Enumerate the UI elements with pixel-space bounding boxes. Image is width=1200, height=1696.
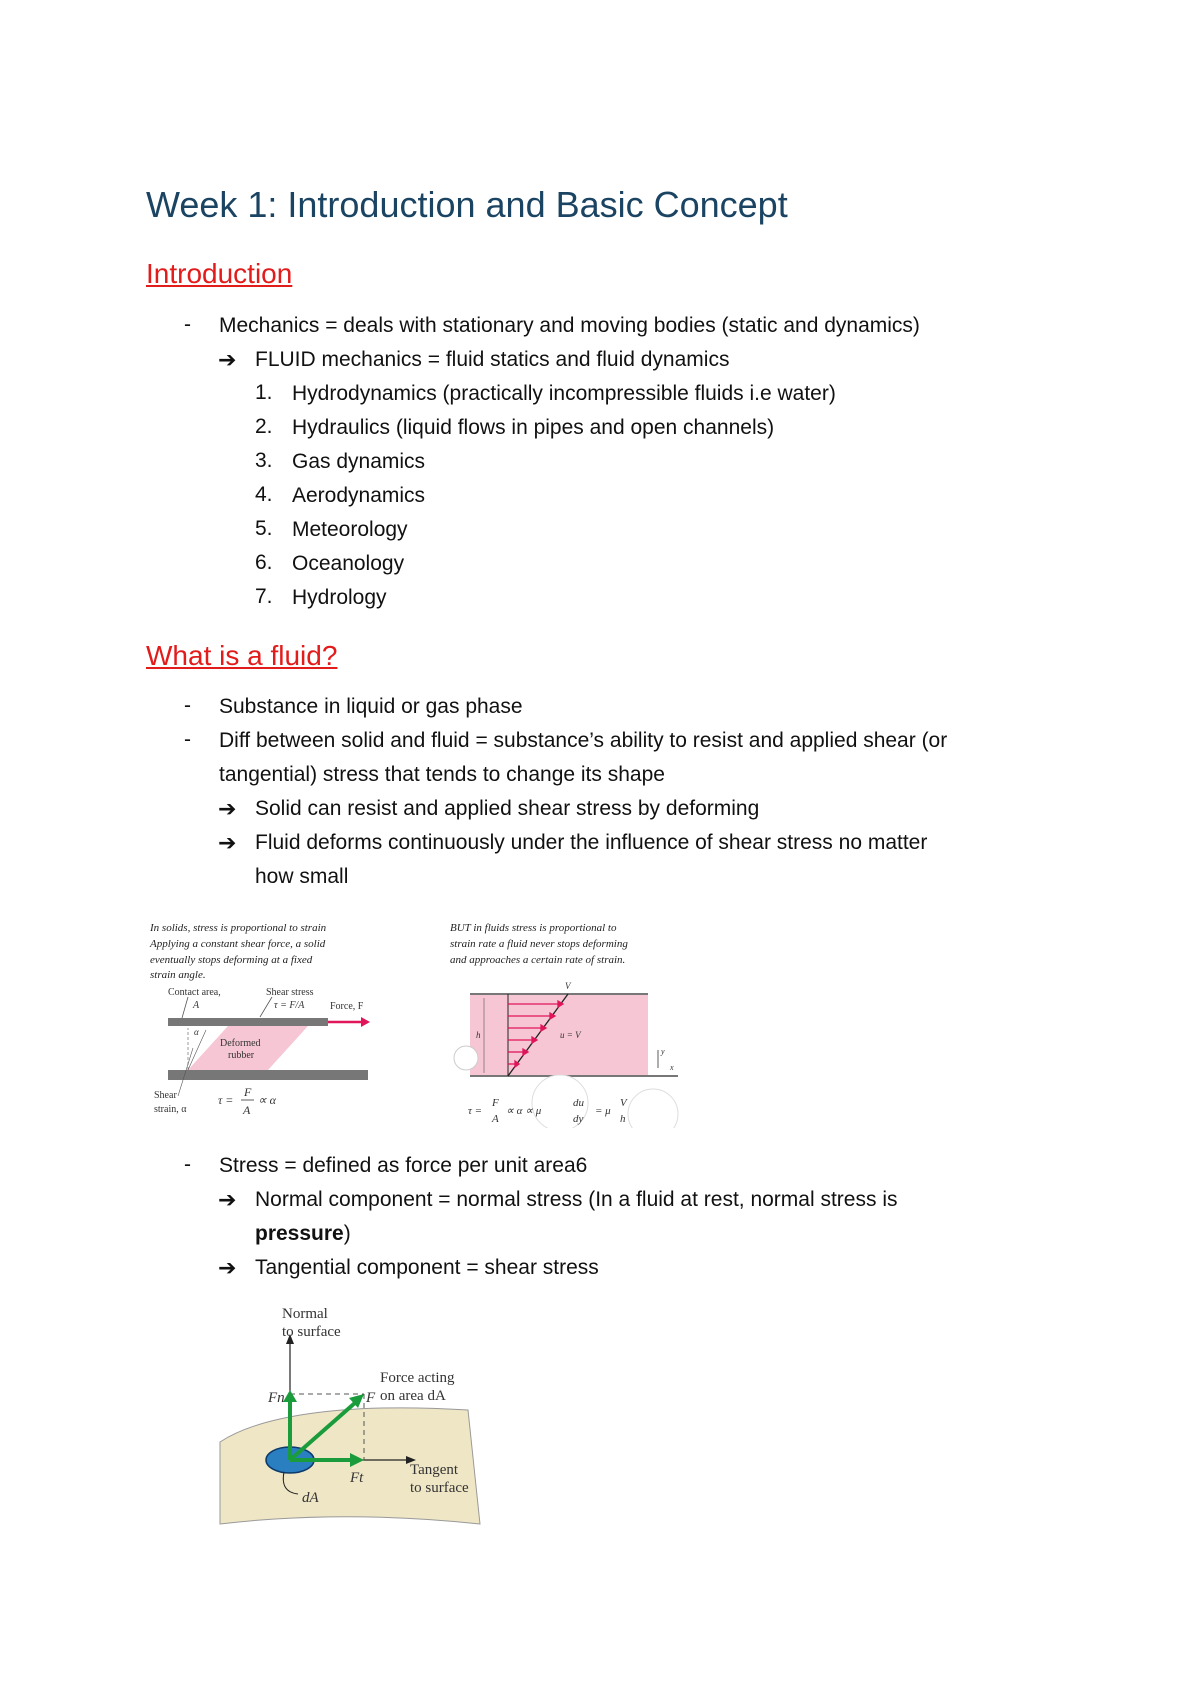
label-shear: Shear — [154, 1090, 177, 1101]
label-to-surface: to surface — [282, 1324, 341, 1340]
eq-mu: = μ — [595, 1105, 611, 1117]
top-plate — [168, 1018, 328, 1026]
label-F: F — [366, 1390, 376, 1406]
stress-arrow-normal-line1: Normal component = normal stress (In a fluid at rest, normal stress is — [255, 1188, 898, 1211]
label-contact-A: A — [193, 1000, 200, 1011]
fluid-bullet-phase: Substance in liquid or gas phase — [219, 695, 523, 718]
label-alpha: α — [194, 1027, 199, 1037]
label-force: Force, F — [330, 1001, 364, 1012]
figure-caption-line: and approaches a certain rate of strain. — [450, 954, 626, 966]
eq-V: V — [620, 1097, 627, 1109]
fluid-arrow-deforms-line1: Fluid deforms continuously under the influence of shear stress no matter — [255, 831, 928, 854]
bullet-dash: - — [184, 728, 191, 751]
list-item: Aerodynamics — [292, 484, 426, 507]
list-number: 6. — [255, 551, 273, 574]
list-item: Hydrology — [292, 586, 387, 609]
fluid-arrow-solid: Solid can resist and applied shear stress by deforming — [255, 797, 760, 820]
eq-tau: τ = — [218, 1093, 234, 1107]
bullet-dash: - — [184, 313, 191, 336]
eq-h: h — [620, 1113, 626, 1125]
decorative-circle — [628, 1089, 678, 1128]
eq-F: F — [492, 1097, 499, 1109]
pressure-bold: pressure — [255, 1222, 344, 1245]
figure-caption-line: strain rate a fluid never stops deforming — [450, 938, 628, 950]
label-contact-area: Contact area, — [168, 987, 221, 998]
label-normal: Normal — [282, 1306, 328, 1322]
paren-close: ) — [343, 1222, 351, 1245]
list-item: Hydrodynamics (practically incompressible fluids i.e water) — [292, 382, 836, 405]
label-h: h — [476, 1030, 481, 1040]
eq-F: F — [244, 1085, 252, 1099]
intro-arrow-fluid-mechanics: FLUID mechanics = fluid statics and fluid dynamics — [255, 348, 730, 371]
eq-du: du — [573, 1097, 584, 1109]
section-heading-introduction: Introduction — [146, 258, 293, 289]
solid-shear-figure — [148, 918, 383, 1118]
label-V: V — [565, 981, 571, 991]
label-strain-alpha: strain, α — [154, 1104, 187, 1115]
figure-caption-line: In solids, stress is proportional to strain — [150, 922, 327, 934]
label-tangent: Tangent — [410, 1462, 459, 1478]
figure-caption-line: BUT in fluids stress is proportional to — [450, 922, 617, 934]
arrow-icon: ➔ — [218, 1187, 237, 1212]
intro-bullet-mechanics: Mechanics = deals with stationary and moving bodies (static and dynamics) — [219, 314, 920, 337]
list-number: 1. — [255, 381, 273, 404]
label-shear-stress: Shear stress — [266, 987, 314, 998]
label-rubber: rubber — [228, 1050, 255, 1061]
list-item: Meteorology — [292, 518, 408, 541]
eq-dy: dy — [573, 1113, 584, 1125]
bullet-dash: - — [184, 694, 191, 717]
surface-force-figure — [218, 1302, 488, 1527]
figure-caption-line: strain angle. — [150, 969, 206, 981]
arrow-icon: ➔ — [218, 1255, 237, 1280]
label-on-area: on area dA — [380, 1388, 446, 1404]
roller-circle — [454, 1046, 478, 1070]
arrow-icon: ➔ — [218, 796, 237, 821]
label-tangent-surface: to surface — [410, 1480, 469, 1496]
list-number: 2. — [255, 415, 273, 438]
label-dA: dA — [302, 1490, 319, 1506]
label-u-eq: u = V — [560, 1030, 581, 1040]
fluid-bullet-diff-line1: Diff between solid and fluid = substance’s ability to resist and applied shear (or — [219, 729, 948, 752]
list-item: Hydraulics (liquid flows in pipes and open channels) — [292, 416, 775, 439]
list-number: 4. — [255, 483, 273, 506]
label-force-acting: Force acting — [380, 1370, 455, 1386]
list-number: 5. — [255, 517, 273, 540]
figure-caption-line: Applying a constant shear force, a solid — [150, 938, 326, 950]
figure-caption-line: eventually stops deforming at a fixed — [150, 954, 313, 966]
fluid-bullet-diff-line2: tangential) stress that tends to change its shape — [219, 763, 665, 786]
eq-A: A — [243, 1103, 251, 1117]
eq-tau: τ = — [468, 1105, 483, 1117]
fluid-arrow-deforms-line2: how small — [255, 865, 349, 888]
eq-mid: ∝ α ∝ μ — [506, 1105, 542, 1117]
stress-arrow-normal-line2 — [255, 1221, 351, 1247]
section-heading-what-is-a-fluid: What is a fluid? — [146, 640, 338, 671]
label-shear-eq: τ = F/A — [274, 1000, 305, 1011]
arrow-icon: ➔ — [218, 347, 237, 372]
list-number: 3. — [255, 449, 273, 472]
bullet-dash: - — [184, 1153, 191, 1176]
list-number: 7. — [255, 585, 273, 608]
eq-A: A — [492, 1113, 499, 1125]
label-Fn: Fn — [268, 1390, 285, 1406]
label-deformed: Deformed — [220, 1038, 261, 1049]
page-title: Week 1: Introduction and Basic Concept — [146, 184, 788, 225]
bottom-plate — [168, 1070, 368, 1080]
label-Ft: Ft — [350, 1470, 364, 1486]
arrow-icon: ➔ — [218, 830, 237, 855]
stress-bullet: Stress = defined as force per unit area6 — [219, 1154, 588, 1177]
fluid-shear-figure — [448, 918, 693, 1128]
stress-arrow-tangential: Tangential component = shear stress — [255, 1256, 599, 1279]
eq-prop: ∝ α — [258, 1093, 276, 1107]
label-y: y — [661, 1047, 665, 1056]
list-item: Oceanology — [292, 552, 405, 575]
label-x: x — [670, 1063, 674, 1072]
list-item: Gas dynamics — [292, 450, 426, 473]
